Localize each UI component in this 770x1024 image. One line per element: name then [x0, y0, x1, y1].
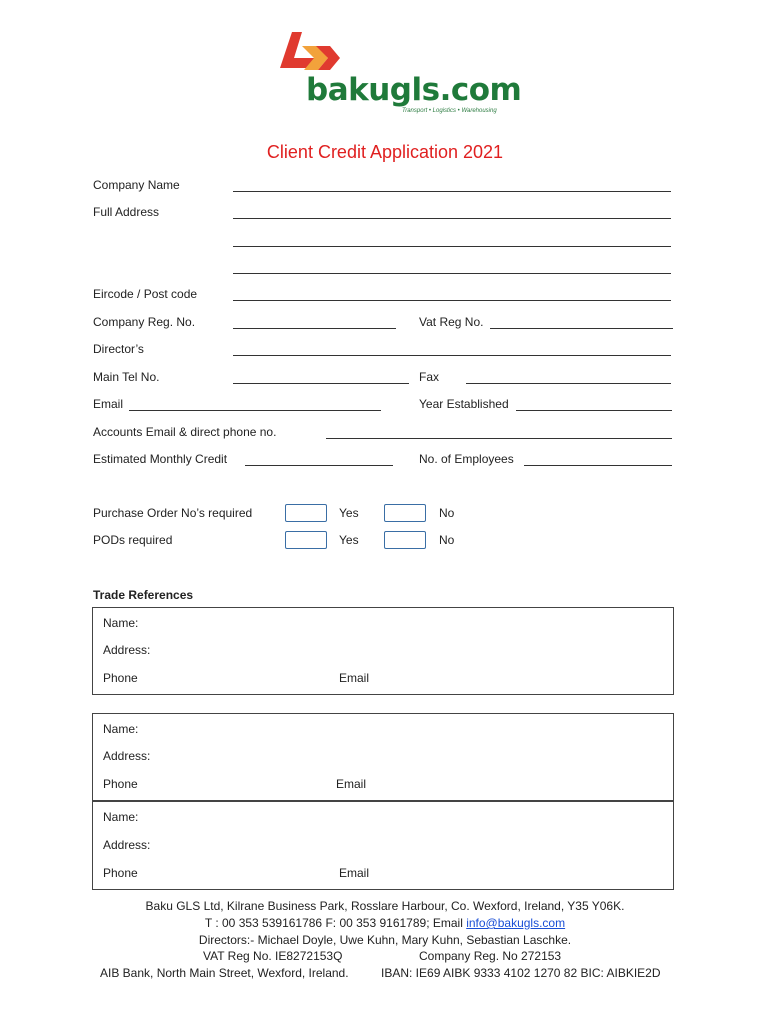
trade-references-heading: Trade References [93, 588, 194, 602]
footer-address: Baku GLS Ltd, Kilrane Business Park, Rosslare Harbour, Co. Wexford, Ireland, Y35 Y06K. [145, 899, 625, 913]
footer-email-link[interactable]: info@bakugls.com [466, 916, 566, 930]
year-established-label: Year Established [419, 397, 509, 411]
po-no-checkbox[interactable] [384, 504, 426, 522]
directors-field[interactable] [233, 355, 671, 356]
footer-company-reg: Company Reg. No 272153 [419, 949, 562, 963]
vat-reg-field[interactable] [490, 328, 673, 329]
address-line-1-field[interactable] [233, 218, 671, 219]
employees-label: No. of Employees [419, 452, 514, 466]
page-title: Client Credit Application 2021 [266, 142, 504, 162]
email-label: Email [93, 397, 124, 411]
ref-name-label: Name: [103, 616, 139, 630]
ref-address-label: Address: [103, 838, 151, 852]
pods-no-label: No [439, 533, 455, 547]
trade-reference-1[interactable] [92, 607, 674, 695]
monthly-credit-field[interactable] [245, 465, 393, 466]
accounts-email-label: Accounts Email & direct phone no. [93, 425, 277, 439]
year-established-field[interactable] [516, 410, 672, 411]
pods-required-label: PODs required [93, 533, 173, 547]
logo-mark-icon [272, 28, 392, 78]
eircode-label: Eircode / Post code [93, 287, 198, 301]
ref-address-label: Address: [103, 643, 151, 657]
directors-label: Director’s [93, 342, 144, 356]
full-address-label: Full Address [93, 205, 160, 219]
ref-email-label: Email [339, 671, 370, 685]
monthly-credit-label: Estimated Monthly Credit [93, 452, 228, 466]
po-yes-checkbox[interactable] [285, 504, 327, 522]
eircode-field[interactable] [233, 300, 671, 301]
trade-reference-2[interactable] [92, 713, 674, 801]
address-line-3-field[interactable] [233, 273, 671, 274]
pods-yes-label: Yes [339, 533, 359, 547]
ref-name-label: Name: [103, 722, 139, 736]
trade-reference-3[interactable] [92, 801, 674, 890]
ref-phone-label: Phone [103, 671, 138, 685]
ref-phone-label: Phone [103, 866, 138, 880]
company-reg-field[interactable] [233, 328, 396, 329]
footer-bank: AIB Bank, North Main Street, Wexford, Ireland. [100, 966, 349, 980]
logo-wordmark: bakugls.com [306, 72, 522, 108]
fax-field[interactable] [466, 383, 671, 384]
email-field[interactable] [129, 410, 381, 411]
ref-name-label: Name: [103, 810, 139, 824]
ref-email-label: Email [336, 777, 367, 791]
po-no-label: No [439, 506, 455, 520]
main-tel-label: Main Tel No. [93, 370, 160, 384]
company-name-label: Company Name [93, 178, 180, 192]
logo-tagline: Transport • Logistics • Warehousing [402, 108, 497, 114]
company-reg-label: Company Reg. No. [93, 315, 196, 329]
ref-address-label: Address: [103, 749, 151, 763]
footer-contact [0, 916, 770, 930]
ref-phone-label: Phone [103, 777, 138, 791]
po-yes-label: Yes [339, 506, 359, 520]
footer-iban: IBAN: IE69 AIBK 9333 4102 1270 82 BIC: AIBKIE2D [381, 966, 661, 980]
vat-reg-label: Vat Reg No. [419, 315, 484, 329]
company-logo [272, 28, 522, 118]
footer-phone-fax: T : 00 353 539161786 F: 00 353 9161789; Email [204, 916, 467, 930]
company-name-field[interactable] [233, 191, 671, 192]
main-tel-field[interactable] [233, 383, 409, 384]
accounts-email-field[interactable] [326, 438, 672, 439]
address-line-2-field[interactable] [233, 246, 671, 247]
fax-label: Fax [419, 370, 440, 384]
employees-field[interactable] [524, 465, 672, 466]
pods-yes-checkbox[interactable] [285, 531, 327, 549]
footer-directors: Directors:- Michael Doyle, Uwe Kuhn, Mary Kuhn, Sebastian Laschke. [198, 933, 572, 947]
ref-email-label: Email [339, 866, 370, 880]
pods-no-checkbox[interactable] [384, 531, 426, 549]
footer-vat: VAT Reg No. IE8272153Q [203, 949, 343, 963]
po-required-label: Purchase Order No’s required [93, 506, 253, 520]
